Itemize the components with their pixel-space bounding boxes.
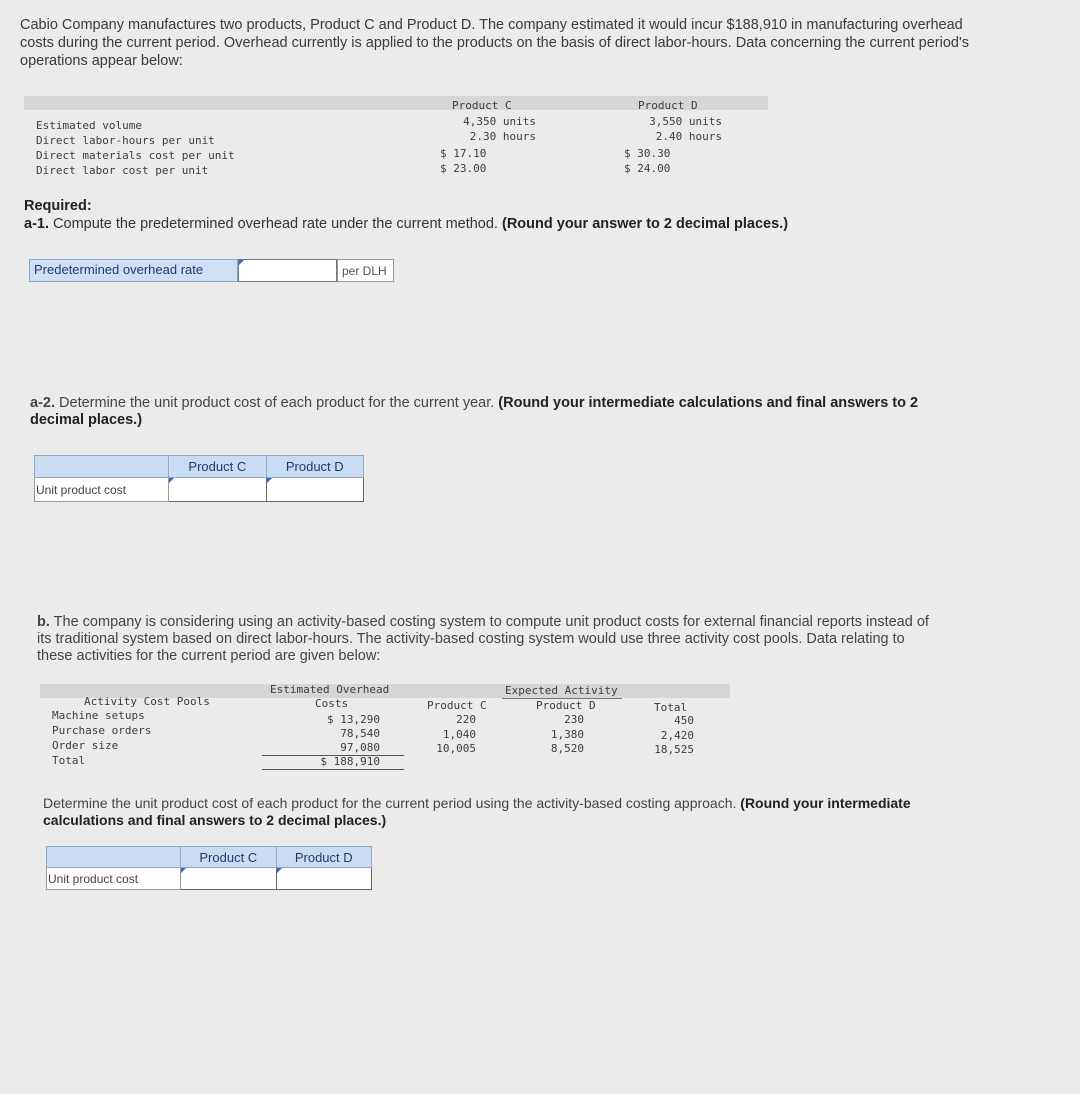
a2-col-product-d: Product D [266,456,363,478]
expected-activity-header: Expected Activity [505,684,618,697]
activity-total-machine-setups: 450 [674,714,694,727]
required-section [24,197,788,233]
a1-question: a-1. Compute the predetermined overhead rate under the current method. (Round your answer to 2 decimal places.) [24,216,789,232]
activity-d-purchase-orders: 1,380 [550,728,584,741]
activity-total-purchase-orders: 2,420 [660,729,694,742]
row-label-labor: Direct labor cost per unit [36,164,209,177]
col-costs: Costs [315,697,349,710]
col-estimated-overhead: Estimated Overhead [270,683,390,696]
cost-purchase-orders: 78,540 [340,727,380,740]
a2-row-label: Unit product cost [35,478,169,502]
product-d-volume: 3,550 units [649,115,722,128]
product-d-labor: $ 24.00 [624,162,671,175]
product-c-header: Product C [452,99,512,112]
cost-total: $ 188,910 [320,755,380,768]
product-d-materials: $ 30.30 [624,147,671,160]
predetermined-rate-input[interactable] [238,259,337,282]
b-answer-table [46,846,372,890]
activity-c-purchase-orders: 1,040 [442,728,476,741]
row-label-materials: Direct materials cost per unit [36,149,235,162]
col-product-c: Product C [427,699,487,712]
pool-purchase-orders: Purchase orders [52,724,152,737]
input-marker-icon [169,478,174,483]
b-col-product-c: Product C [181,847,276,868]
operations-data-table [24,96,768,182]
predetermined-rate-label: Predetermined overhead rate [29,259,238,282]
input-marker-icon [181,868,186,873]
a2-col-product-c: Product C [169,456,266,478]
product-c-dlh: 2.30 hours [469,130,536,143]
pool-order-size: Order size [52,739,119,752]
b-unit-cost-product-d-input[interactable] [276,868,371,890]
product-c-labor: $ 23.00 [440,162,487,175]
b-col-product-d: Product D [276,847,371,868]
b-description: b. The company is considering using an activity-based costing system to compute unit product costs for external financial reports instead of its traditional system based on direct labor-hours. The activity-based costing system would use three activity cost pools. Data relating to these activities for the current period are given below: [37,614,929,664]
input-marker-icon [267,478,272,483]
product-c-materials: $ 17.10 [440,147,487,160]
problem-intro: Cabio Company manufactures two products, Product C and Product D. The company estimated it would incur $188,910 in manufacturing overhead costs during the current period. Overhead currently is applied to the products on the basis of direct labor-hours. Data concerning the current period's operations appear below: [20,17,970,69]
cost-machine-setups: $ 13,290 [327,713,380,726]
b-question: Determine the unit product cost of each product for the current period using the activity-based costing approach. (Round your intermediate calculations and final answers to 2 decimal places.) [43,795,911,828]
row-label-volume: Estimated volume [36,119,142,132]
input-marker-icon [239,260,244,265]
activity-d-machine-setups: 230 [564,713,584,726]
a2-unit-cost-product-c-input[interactable] [169,478,266,502]
input-marker-icon [277,868,282,873]
a2-question: a-2. Determine the unit product cost of each product for the current year. (Round your intermediate calculations and final answers to 2 decimal places.) [30,395,919,428]
b-row-label: Unit product cost [47,868,181,890]
activity-total-order-size: 18,525 [654,743,694,756]
a2-answer-table [34,455,364,502]
product-d-dlh: 2.40 hours [655,130,722,143]
per-dlh-unit: per DLH [337,259,394,282]
pool-machine-setups: Machine setups [52,709,145,722]
required-heading: Required: [24,198,92,214]
activity-c-order-size: 10,005 [436,742,476,755]
col-activity-pools: Activity Cost Pools [84,695,210,708]
a2-unit-cost-product-d-input[interactable] [266,478,363,502]
row-label-dlh: Direct labor-hours per unit [36,134,215,147]
cost-order-size: 97,080 [340,741,380,754]
activity-c-machine-setups: 220 [456,713,476,726]
b-unit-cost-product-c-input[interactable] [181,868,276,890]
col-product-d: Product D [536,699,596,712]
product-d-header: Product D [638,99,698,112]
activity-cost-pools-table [40,680,730,770]
pool-total-label: Total [52,754,86,767]
activity-d-order-size: 8,520 [550,742,584,755]
product-c-volume: 4,350 units [463,115,536,128]
col-total: Total [654,701,688,714]
